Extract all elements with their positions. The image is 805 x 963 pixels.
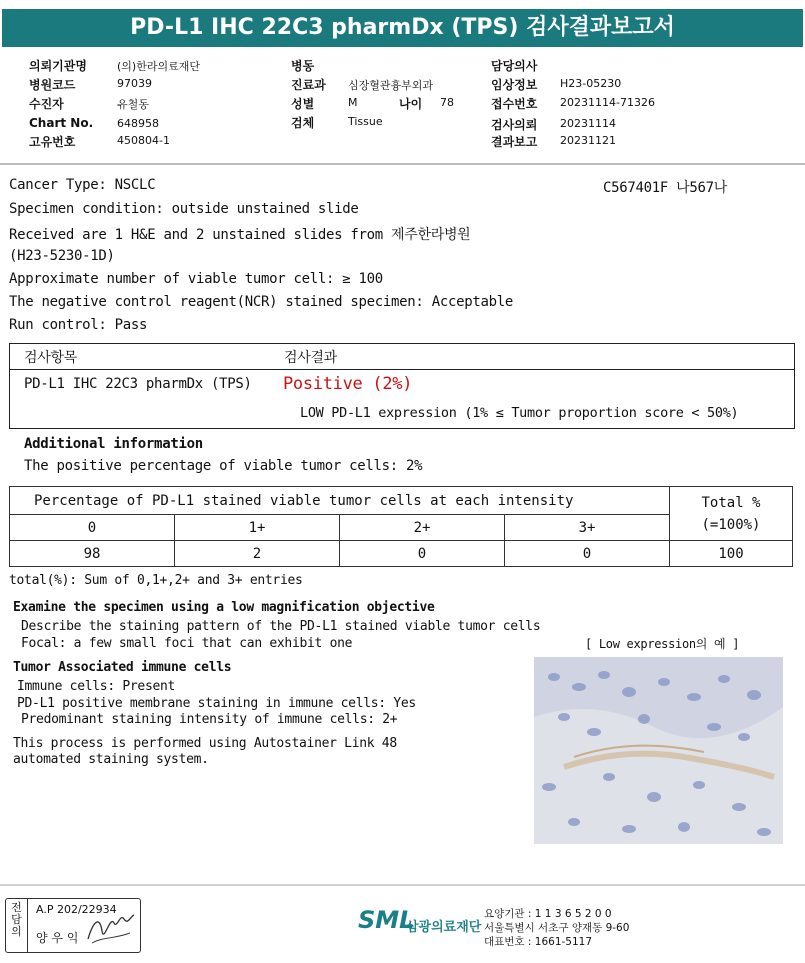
total-note: total(%): Sum of 0,1+,2+ and 3+ entries [9, 573, 303, 588]
intensity-col-0: 0 [10, 515, 175, 541]
test-result: Positive (2%) [283, 374, 413, 394]
tissue-micrograph-svg [534, 657, 783, 844]
label-patient: 수진자 [29, 97, 64, 111]
handwritten-signature [84, 909, 138, 947]
label-sex: 성별 [291, 97, 315, 111]
org-info-1: 요양기관 : 1 1 3 6 5 2 0 0 [484, 908, 612, 920]
intensity-val-2: 0 [340, 541, 505, 567]
intensity-table [9, 486, 793, 567]
result-col-test-header: 검사항목 [24, 350, 77, 366]
value-request-date: 20231114 [560, 117, 616, 130]
result-box-divider [10, 369, 794, 370]
value-hospital-code: 97039 [117, 77, 152, 90]
intensity-header: Percentage of PD-L1 stained viable tumor cells at each intensity [10, 487, 670, 515]
tissue-micrograph [534, 657, 783, 844]
positive-percentage: The positive percentage of viable tumor cells: 2% [24, 458, 423, 474]
intensity-val-3: 0 [505, 541, 670, 567]
label-unique-no: 고유번호 [29, 135, 76, 149]
intensity-col-2: 2+ [340, 515, 505, 541]
received-slides: Received are 1 H&E and 2 unstained slides from 제주한라병원 [9, 227, 471, 243]
label-institution: 의뢰기관명 [29, 59, 87, 73]
value-department: 심장혈관흉부외과 [348, 79, 434, 92]
specimen-condition: Specimen condition: outside unstained slide [9, 201, 359, 217]
intensity-val-0: 98 [10, 541, 175, 567]
label-clinical-info: 임상정보 [491, 78, 538, 92]
label-receipt-no: 접수번호 [491, 97, 538, 111]
intensity-val-1: 2 [175, 541, 340, 567]
result-col-result-header: 검사결과 [284, 350, 337, 366]
sig-name: 양 우 익 [36, 931, 79, 945]
org-info-3: 대표번호 : 1661-5117 [484, 936, 593, 948]
value-clinical-info: H23-05230 [560, 77, 622, 90]
sig-id: A.P 202/22934 [36, 903, 117, 916]
label-chart-no: Chart No. [29, 116, 94, 130]
slide-id: (H23-5230-1D) [9, 248, 115, 264]
label-report-date: 결과보고 [491, 135, 538, 149]
examine-line-2: Focal: a few small foci that can exhibit one [21, 636, 353, 651]
specimen-code: C567401F 나567나 [603, 180, 727, 196]
footer-divider [0, 884, 805, 886]
report-title: PD-L1 IHC 22C3 pharmDx (TPS) 검사결과보고서 [2, 9, 803, 47]
value-age: 78 [440, 96, 454, 109]
process-line-2: automated staining system. [13, 752, 209, 767]
image-caption: [ Low expression의 예 ] [585, 637, 740, 651]
test-name: PD-L1 IHC 22C3 pharmDx (TPS) [24, 376, 252, 392]
ncr-status: The negative control reagent(NCR) stained specimen: Acceptable [9, 294, 513, 310]
total-header-sub: (=100%) [701, 516, 761, 533]
label-age: 나이 [399, 97, 423, 111]
value-chart-no: 648958 [117, 117, 159, 130]
signature-box [5, 898, 141, 953]
intensity-col-1: 1+ [175, 515, 340, 541]
org-name: 삼광의료재단 [406, 920, 482, 935]
label-doctor: 담당의사 [491, 59, 538, 73]
result-box [9, 343, 795, 429]
value-sex: M [348, 96, 358, 109]
value-receipt-no: 20231114-71326 [560, 96, 655, 109]
additional-heading: Additional information [24, 436, 203, 452]
header-divider [0, 163, 805, 165]
total-header-label: Total % [701, 494, 761, 511]
label-specimen: 검체 [291, 116, 315, 130]
process-line-1: This process is performed using Autostainer Link 48 [13, 736, 397, 751]
value-unique-no: 450804-1 [117, 134, 170, 147]
value-report-date: 20231121 [560, 134, 616, 147]
sml-logo: SML [358, 906, 415, 934]
viable-tumor-count: Approximate number of viable tumor cell: ≥ 100 [9, 271, 383, 287]
run-control: Run control: Pass [9, 317, 148, 333]
immune-line-2: PD-L1 positive membrane staining in immune cells: Yes [17, 696, 416, 711]
examine-line-1: Describe the staining pattern of the PD-L1 stained viable tumor cells [21, 619, 541, 634]
value-specimen: Tissue [348, 115, 383, 128]
label-hospital-code: 병원코드 [29, 78, 76, 92]
intensity-total: 100 [670, 541, 793, 567]
intensity-col-3: 3+ [505, 515, 670, 541]
label-request-date: 검사의뢰 [491, 118, 538, 132]
sig-role-label: 전담의 [6, 899, 28, 952]
label-department: 진료과 [291, 78, 326, 92]
cancer-type: Cancer Type: NSCLC [9, 177, 156, 193]
immune-line-3: Predominant staining intensity of immune cells: 2+ [21, 712, 398, 727]
label-ward: 병동 [291, 59, 315, 73]
value-patient: 유철동 [117, 98, 149, 111]
value-institution: (의)한라의료재단 [117, 60, 200, 73]
examine-heading: Examine the specimen using a low magnification objective [13, 600, 435, 615]
immune-heading: Tumor Associated immune cells [13, 660, 232, 675]
org-info-2: 서울특별시 서초구 양재동 9-60 [484, 922, 630, 934]
total-header [670, 487, 793, 541]
result-interpretation: LOW PD-L1 expression (1% ≤ Tumor proportion score < 50%) [300, 405, 739, 421]
immune-line-1: Immune cells: Present [17, 679, 176, 694]
